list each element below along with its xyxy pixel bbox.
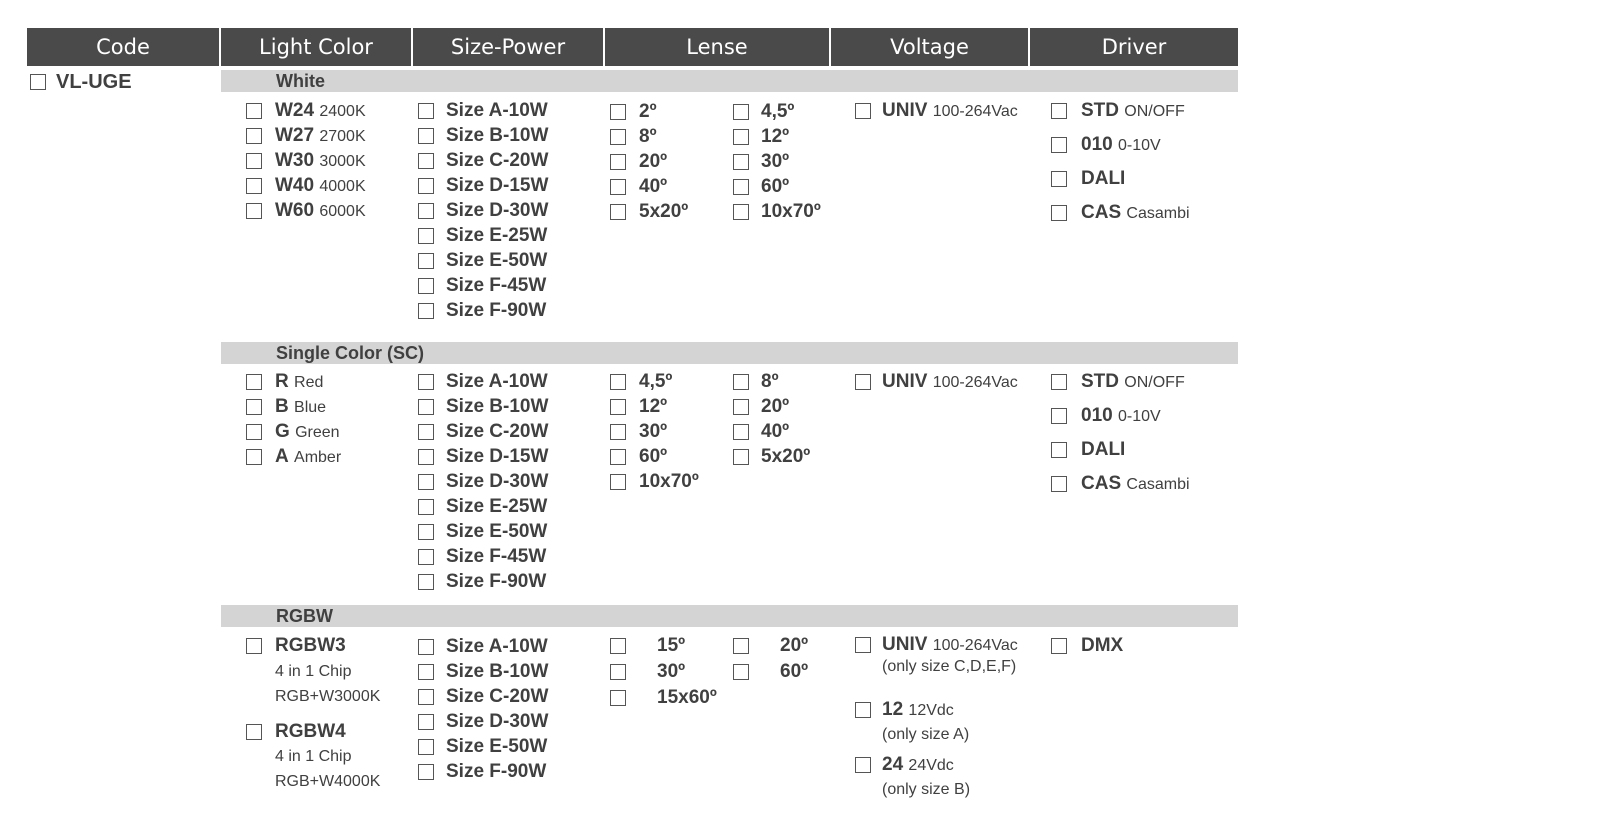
option-code: 12 — [882, 699, 904, 720]
header-lense: Lense — [605, 28, 829, 66]
option-desc: 100-264Vac — [932, 637, 1018, 654]
option-label: Size B-10W — [446, 125, 549, 146]
option-label: 8º — [761, 371, 779, 392]
option-code: RGBW4 — [275, 721, 346, 742]
checkbox[interactable] — [418, 549, 434, 565]
option-label — [882, 635, 1018, 656]
checkbox[interactable] — [418, 203, 434, 219]
option-label: Size A-10W — [446, 100, 548, 121]
header-light-color: Light Color — [221, 28, 411, 66]
checkbox[interactable] — [1051, 171, 1067, 187]
option-desc: 2700K — [319, 128, 366, 145]
checkbox[interactable] — [733, 179, 749, 195]
checkbox[interactable] — [418, 449, 434, 465]
option-label: Size F-90W — [446, 300, 547, 321]
option-label — [882, 372, 1018, 393]
option-label — [275, 422, 340, 443]
option-label: 20º — [639, 151, 668, 172]
option-label — [275, 176, 366, 197]
option-label: 20º — [761, 396, 790, 417]
option-code: A — [275, 446, 289, 467]
option-label — [1081, 169, 1125, 189]
checkbox[interactable] — [610, 374, 626, 390]
option-label — [1081, 372, 1185, 393]
checkbox[interactable] — [610, 424, 626, 440]
checkbox[interactable] — [1051, 374, 1067, 390]
checkbox[interactable] — [733, 154, 749, 170]
checkbox[interactable] — [246, 103, 262, 119]
option-label: 12º — [639, 396, 668, 417]
checkbox[interactable] — [855, 757, 871, 773]
option-label: Size F-90W — [446, 761, 547, 782]
option-label — [275, 201, 366, 222]
checkbox[interactable] — [246, 724, 262, 740]
option-label: Size E-25W — [446, 496, 548, 517]
option-label: Size B-10W — [446, 396, 549, 417]
checkbox[interactable] — [610, 154, 626, 170]
option-note: (only size B) — [882, 781, 971, 798]
option-label: 60º — [780, 661, 809, 682]
option-label: Size E-50W — [446, 736, 548, 757]
option-label: Size C-20W — [446, 421, 549, 442]
option-label: Size F-45W — [446, 546, 547, 567]
code-label: VL-UGE — [56, 71, 132, 93]
checkbox[interactable] — [733, 104, 749, 120]
option-desc: Red — [294, 374, 324, 391]
checkbox[interactable] — [246, 128, 262, 144]
option-desc: Green — [295, 424, 340, 441]
option-label — [1081, 440, 1125, 460]
option-label: Size E-50W — [446, 521, 548, 542]
option-label — [1081, 474, 1190, 495]
checkbox[interactable] — [246, 203, 262, 219]
checkbox[interactable] — [418, 689, 434, 705]
option-desc: ON/OFF — [1124, 374, 1185, 391]
option-label: 40º — [761, 421, 790, 442]
option-desc: 0-10V — [1117, 137, 1161, 154]
checkbox[interactable] — [246, 424, 262, 440]
header-voltage: Voltage — [831, 28, 1028, 66]
option-label: Size F-45W — [446, 275, 547, 296]
checkbox[interactable] — [418, 278, 434, 294]
checkbox[interactable] — [418, 253, 434, 269]
option-label: Size D-15W — [446, 175, 549, 196]
option-label — [275, 151, 366, 172]
option-label: 30º — [657, 661, 686, 682]
option-label: 12º — [761, 126, 790, 147]
option-label: 4,5º — [639, 371, 673, 392]
option-code: DALI — [1081, 168, 1126, 189]
option-code: W30 — [275, 150, 315, 171]
checkbox[interactable] — [418, 424, 434, 440]
option-label — [1081, 135, 1161, 156]
option-label: Size D-30W — [446, 711, 549, 732]
option-code: R — [275, 371, 289, 392]
option-desc: 3000K — [319, 153, 366, 170]
option-label — [882, 101, 1018, 122]
option-code: 010 — [1081, 134, 1113, 155]
option-code: W40 — [275, 175, 315, 196]
option-label: 15x60º — [657, 687, 717, 708]
header-driver: Driver — [1030, 28, 1238, 66]
option-label: Size E-50W — [446, 250, 548, 271]
checkbox[interactable] — [610, 474, 626, 490]
option-detail: 4 in 1 Chip — [275, 748, 352, 765]
option-label — [275, 101, 366, 122]
option-desc: Amber — [294, 449, 342, 466]
option-label: Size F-90W — [446, 571, 547, 592]
checkbox[interactable] — [733, 449, 749, 465]
option-label: 5x20º — [639, 201, 689, 222]
checkbox[interactable] — [733, 424, 749, 440]
checkbox[interactable] — [246, 178, 262, 194]
option-label: Size D-30W — [446, 200, 549, 221]
checkbox[interactable] — [610, 638, 626, 654]
checkbox[interactable] — [418, 153, 434, 169]
option-label: 15º — [657, 635, 686, 656]
option-label: Size B-10W — [446, 661, 549, 682]
checkbox[interactable] — [1051, 638, 1067, 654]
checkbox[interactable] — [855, 103, 871, 119]
checkbox[interactable] — [418, 524, 434, 540]
option-label: 30º — [761, 151, 790, 172]
checkbox[interactable] — [418, 474, 434, 490]
option-label — [882, 700, 954, 721]
option-desc: 2400K — [319, 103, 366, 120]
option-desc: Casambi — [1126, 205, 1190, 222]
option-code: W60 — [275, 200, 315, 221]
checkbox[interactable] — [610, 399, 626, 415]
option-note: (only size A) — [882, 726, 970, 743]
option-label: Size A-10W — [446, 371, 548, 392]
checkbox[interactable] — [610, 690, 626, 706]
option-desc: 100-264Vac — [932, 374, 1018, 391]
option-label: Size E-25W — [446, 225, 548, 246]
option-label: 8º — [639, 126, 657, 147]
checkbox[interactable] — [418, 128, 434, 144]
option-code: W24 — [275, 100, 315, 121]
option-label — [275, 397, 326, 418]
option-detail: RGB+W3000K — [275, 688, 381, 705]
option-code: CAS — [1081, 202, 1122, 223]
checkbox[interactable] — [246, 449, 262, 465]
checkbox[interactable] — [610, 179, 626, 195]
checkbox[interactable] — [855, 702, 871, 718]
checkbox[interactable] — [1051, 408, 1067, 424]
option-code: UNIV — [882, 371, 928, 392]
checkbox[interactable] — [418, 714, 434, 730]
section-sc-title: Single Color (SC) — [221, 342, 1238, 364]
checkbox[interactable] — [418, 399, 434, 415]
checkbox[interactable] — [418, 739, 434, 755]
option-note: (only size C,D,E,F) — [882, 658, 1017, 675]
checkbox[interactable] — [1051, 476, 1067, 492]
checkbox[interactable] — [733, 374, 749, 390]
code-checkbox[interactable] — [30, 74, 46, 90]
option-code: G — [275, 421, 290, 442]
option-label: 60º — [761, 176, 790, 197]
option-desc: ON/OFF — [1124, 103, 1185, 120]
option-label — [275, 372, 323, 393]
option-label: Size C-20W — [446, 150, 549, 171]
option-label: Size C-20W — [446, 686, 549, 707]
option-label — [1081, 406, 1161, 427]
checkbox[interactable] — [610, 449, 626, 465]
section-white-title: White — [221, 70, 1238, 92]
header-code: Code — [27, 28, 219, 66]
option-label — [882, 755, 954, 776]
option-desc: 24Vdc — [908, 757, 954, 774]
checkbox[interactable] — [1051, 103, 1067, 119]
option-label: 20º — [780, 635, 809, 656]
checkbox[interactable] — [246, 153, 262, 169]
option-desc: 100-264Vac — [932, 103, 1018, 120]
checkbox[interactable] — [246, 399, 262, 415]
checkbox[interactable] — [733, 204, 749, 220]
option-detail: 4 in 1 Chip — [275, 663, 352, 680]
checkbox[interactable] — [418, 178, 434, 194]
option-label — [275, 447, 341, 468]
option-code: B — [275, 396, 289, 417]
option-label: 4,5º — [761, 101, 795, 122]
checkbox[interactable] — [418, 574, 434, 590]
checkbox[interactable] — [1051, 205, 1067, 221]
option-desc: Casambi — [1126, 476, 1190, 493]
option-detail: RGB+W4000K — [275, 773, 381, 790]
option-code: UNIV — [882, 100, 928, 121]
option-code: W27 — [275, 125, 315, 146]
option-label: Size D-15W — [446, 446, 549, 467]
option-label: Size D-30W — [446, 471, 549, 492]
header-size-power: Size-Power — [413, 28, 603, 66]
option-desc: 12Vdc — [908, 702, 954, 719]
option-label: 30º — [639, 421, 668, 442]
option-label — [1081, 203, 1190, 224]
option-code: RGBW3 — [275, 635, 346, 656]
checkbox[interactable] — [418, 639, 434, 655]
checkbox[interactable] — [733, 399, 749, 415]
option-label — [1081, 101, 1185, 122]
option-label: Size A-10W — [446, 636, 548, 657]
option-desc: 6000K — [319, 203, 366, 220]
section-rgbw-title: RGBW — [221, 605, 1238, 627]
checkbox[interactable] — [418, 664, 434, 680]
checkbox[interactable] — [610, 664, 626, 680]
option-desc: Blue — [294, 399, 327, 416]
checkbox[interactable] — [418, 499, 434, 515]
option-desc: 4000K — [319, 178, 366, 195]
checkbox[interactable] — [610, 104, 626, 120]
option-label: 10x70º — [761, 201, 821, 222]
option-label: 60º — [639, 446, 668, 467]
checkbox[interactable] — [418, 764, 434, 780]
checkbox[interactable] — [1051, 442, 1067, 458]
option-code: DMX — [1081, 635, 1124, 656]
option-label: 40º — [639, 176, 668, 197]
checkbox[interactable] — [855, 637, 871, 653]
checkbox[interactable] — [246, 374, 262, 390]
option-code: 010 — [1081, 405, 1113, 426]
checkbox[interactable] — [418, 103, 434, 119]
option-code: STD — [1081, 371, 1119, 392]
checkbox[interactable] — [418, 228, 434, 244]
option-label — [275, 126, 366, 147]
option-code: UNIV — [882, 634, 928, 655]
checkbox[interactable] — [1051, 137, 1067, 153]
checkbox[interactable] — [733, 129, 749, 145]
checkbox[interactable] — [733, 664, 749, 680]
option-code: CAS — [1081, 473, 1122, 494]
option-label: 5x20º — [761, 446, 811, 467]
checkbox[interactable] — [610, 129, 626, 145]
option-code: 24 — [882, 754, 904, 775]
checkbox[interactable] — [418, 374, 434, 390]
checkbox[interactable] — [855, 374, 871, 390]
checkbox[interactable] — [246, 638, 262, 654]
option-desc: 0-10V — [1117, 408, 1161, 425]
option-code: STD — [1081, 100, 1119, 121]
option-code: DALI — [1081, 439, 1126, 460]
checkbox[interactable] — [418, 303, 434, 319]
checkbox[interactable] — [610, 204, 626, 220]
option-label: 10x70º — [639, 471, 699, 492]
checkbox[interactable] — [733, 638, 749, 654]
option-label: 2º — [639, 101, 657, 122]
